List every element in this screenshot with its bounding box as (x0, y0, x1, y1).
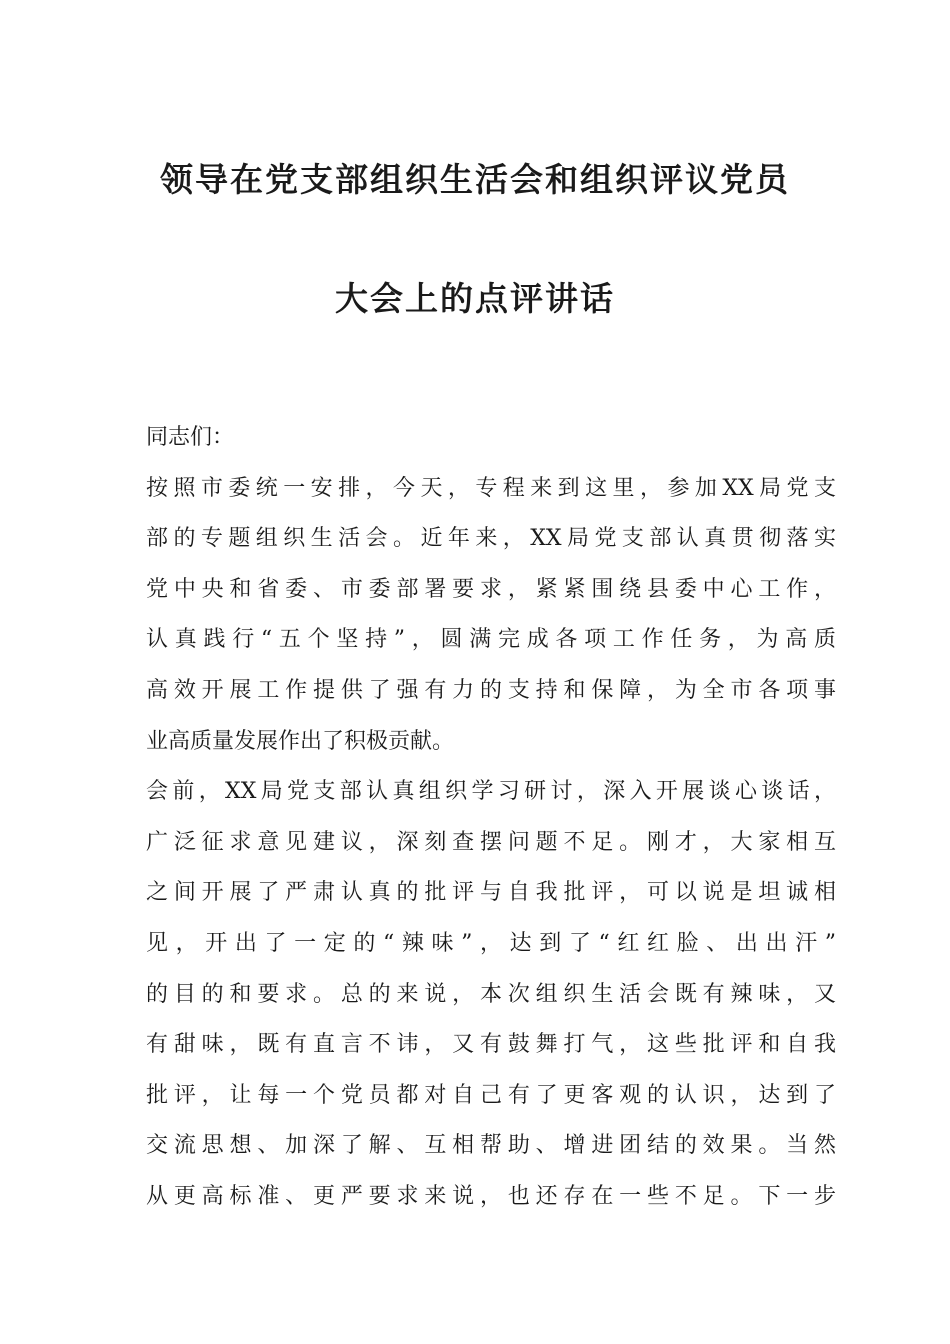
paragraph-line: 广泛征求意见建议，深刻查摆问题不足。刚才，大家相互 (146, 829, 836, 855)
paragraph-line: 业高质量发展作出了积极贡献。 (146, 728, 455, 754)
paragraph-line: 党中央和省委、市委部署要求，紧紧围绕县委中心工作， (146, 576, 836, 602)
document-title-line-1: 领导在党支部组织生活会和组织评议党员 (160, 160, 790, 199)
paragraph-line: 按照市委统一安排，今天，专程来到这里，参加XX局党支 (146, 475, 836, 501)
paragraph-line: 会前，XX局党支部认真组织学习研讨，深入开展谈心谈话， (146, 779, 836, 805)
paragraph-line: 高效开展工作提供了强有力的支持和保障，为全市各项事 (146, 677, 836, 703)
salutation: 同志们： (146, 425, 235, 450)
paragraph-line: 见，开出了一定的“辣味”，达到了“红红脸、出出汗” (146, 930, 836, 956)
paragraph-line: 认真践行“五个坚持”，圆满完成各项工作任务，为高质 (146, 627, 836, 653)
paragraph-line: 部的专题组织生活会。近年来，XX局党支部认真贯彻落实 (146, 526, 836, 552)
paragraph-2 (146, 767, 836, 1222)
document-title-line-2: 大会上的点评讲话 (335, 279, 615, 318)
paragraph-line: 交流思想、加深了解、互相帮助、增进团结的效果。当然 (146, 1133, 836, 1159)
paragraph-line: 的目的和要求。总的来说，本次组织生活会既有辣味，又 (146, 981, 836, 1007)
paragraph-line: 从更高标准、更严要求来说，也还存在一些不足。下一步 (146, 1183, 836, 1209)
document-body (146, 413, 836, 1223)
paragraph-line: 批评，让每一个党员都对自己有了更客观的认识，达到了 (146, 1082, 836, 1108)
paragraph-1 (146, 464, 836, 768)
paragraph-line: 之间开展了严肃认真的批评与自我批评，可以说是坦诚相 (146, 880, 836, 906)
paragraph-line: 有甜味，既有直言不讳，又有鼓舞打气，这些批评和自我 (146, 1032, 836, 1058)
